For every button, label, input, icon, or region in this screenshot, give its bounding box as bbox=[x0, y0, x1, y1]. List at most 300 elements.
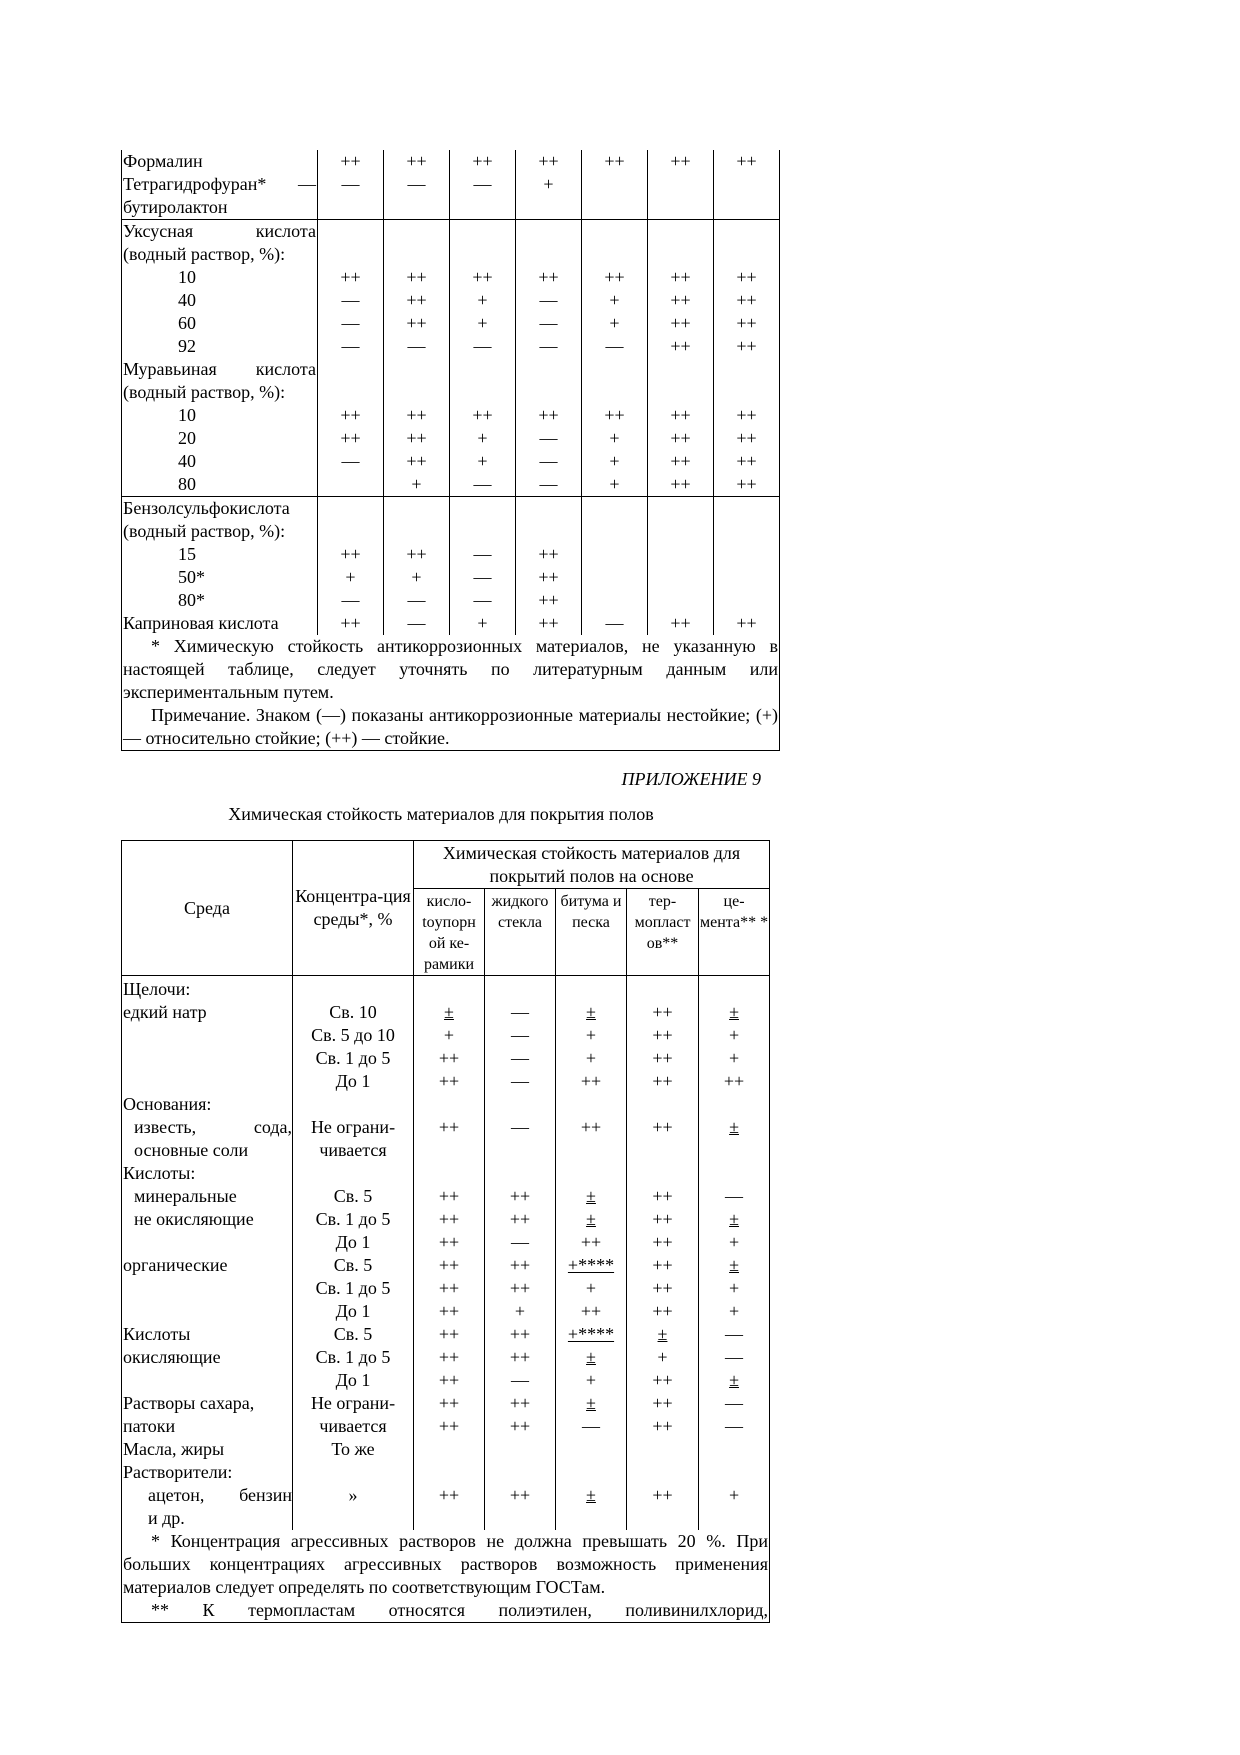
resistance-value: + bbox=[556, 1277, 627, 1300]
resistance-value bbox=[485, 1461, 556, 1484]
resistance-value: ++ bbox=[318, 150, 384, 173]
resistance-value bbox=[582, 381, 648, 404]
concentration bbox=[293, 1093, 414, 1116]
chemical-resistance-table-continued bbox=[121, 150, 780, 751]
medium-name: 10 bbox=[122, 404, 318, 427]
table-row bbox=[122, 1231, 770, 1254]
resistance-value: ++ bbox=[414, 1415, 485, 1438]
medium-name bbox=[122, 1369, 293, 1392]
resistance-value: ++ bbox=[384, 450, 450, 473]
resistance-value: ++ bbox=[516, 543, 582, 566]
concentration: Не ограни- bbox=[293, 1392, 414, 1415]
table-row bbox=[122, 1208, 770, 1231]
resistance-value bbox=[384, 196, 450, 220]
resistance-value: ± bbox=[556, 1346, 627, 1369]
note: Примечание. Знаком (—) показаны антикоррозионные материалы нестойкие; (+) — относительно стойкие; (++) — стойкие. bbox=[122, 704, 780, 751]
table-row bbox=[122, 1185, 770, 1208]
resistance-value: ++ bbox=[414, 1323, 485, 1346]
resistance-value bbox=[714, 589, 780, 612]
resistance-value: ++ bbox=[384, 289, 450, 312]
resistance-value: — bbox=[516, 289, 582, 312]
header-col-acidproof: кисло-toупорн ой ке-рамики bbox=[414, 889, 485, 976]
resistance-value: ++ bbox=[384, 427, 450, 450]
table-row bbox=[122, 427, 780, 450]
resistance-value bbox=[318, 520, 384, 543]
table-row bbox=[122, 450, 780, 473]
resistance-value: ++ bbox=[414, 1047, 485, 1070]
concentration: До 1 bbox=[293, 1070, 414, 1093]
resistance-value: + bbox=[450, 289, 516, 312]
resistance-value bbox=[556, 1162, 627, 1185]
resistance-value: ++ bbox=[627, 1369, 699, 1392]
medium-name: Уксусная кислота bbox=[123, 221, 316, 241]
resistance-value: + bbox=[556, 1369, 627, 1392]
resistance-value: +**** bbox=[556, 1323, 627, 1346]
resistance-value bbox=[318, 243, 384, 266]
resistance-value bbox=[648, 566, 714, 589]
resistance-value bbox=[450, 520, 516, 543]
table-row bbox=[122, 1047, 770, 1070]
resistance-value bbox=[582, 520, 648, 543]
resistance-value bbox=[485, 1438, 556, 1461]
resistance-value: ++ bbox=[516, 150, 582, 173]
resistance-value: ++ bbox=[714, 150, 780, 173]
concentration: Св. 5 bbox=[293, 1254, 414, 1277]
medium-name: ацетон, бензин bbox=[122, 1484, 293, 1507]
resistance-value: ± bbox=[556, 1392, 627, 1415]
resistance-value: ++ bbox=[414, 1369, 485, 1392]
medium-name: Кислоты: bbox=[122, 1162, 293, 1185]
resistance-value: ++ bbox=[627, 1185, 699, 1208]
medium-name: Основания: bbox=[122, 1093, 293, 1116]
resistance-value: ++ bbox=[582, 266, 648, 289]
medium-name: Растворители: bbox=[122, 1461, 293, 1484]
table-row bbox=[122, 1093, 770, 1116]
resistance-value: — bbox=[318, 312, 384, 335]
medium-name bbox=[122, 1277, 293, 1300]
resistance-value: + bbox=[582, 450, 648, 473]
resistance-value bbox=[414, 1093, 485, 1116]
medium-name: известь, сода, bbox=[122, 1116, 293, 1139]
medium-name: 80 bbox=[122, 473, 318, 497]
resistance-value: ++ bbox=[627, 1024, 699, 1047]
concentration: Св. 1 до 5 bbox=[293, 1346, 414, 1369]
resistance-value: +**** bbox=[556, 1254, 627, 1277]
medium-name: Каприновая кислота bbox=[122, 612, 318, 635]
resistance-value bbox=[648, 497, 714, 521]
resistance-value: ++ bbox=[414, 1254, 485, 1277]
resistance-value: — bbox=[450, 543, 516, 566]
resistance-value: ++ bbox=[318, 404, 384, 427]
resistance-value: ++ bbox=[714, 427, 780, 450]
resistance-value: ++ bbox=[414, 1070, 485, 1093]
table-row bbox=[122, 473, 780, 497]
resistance-value bbox=[582, 358, 648, 381]
resistance-value bbox=[318, 196, 384, 220]
resistance-value bbox=[714, 358, 780, 381]
table-row bbox=[122, 1070, 770, 1093]
resistance-value: — bbox=[485, 1231, 556, 1254]
resistance-value: ++ bbox=[485, 1254, 556, 1277]
resistance-value: ++ bbox=[414, 1208, 485, 1231]
resistance-value bbox=[450, 497, 516, 521]
resistance-value: ++ bbox=[627, 1392, 699, 1415]
table-row bbox=[122, 220, 780, 244]
resistance-value: ++ bbox=[384, 266, 450, 289]
resistance-value: + bbox=[485, 1300, 556, 1323]
medium-name: (водный раствор, %): bbox=[122, 520, 318, 543]
resistance-value: ± bbox=[699, 1369, 770, 1392]
resistance-value bbox=[318, 358, 384, 381]
resistance-value bbox=[414, 1438, 485, 1461]
resistance-value: + bbox=[699, 1277, 770, 1300]
resistance-value bbox=[648, 173, 714, 196]
resistance-value: ++ bbox=[414, 1185, 485, 1208]
concentration bbox=[293, 1461, 414, 1484]
table-row bbox=[122, 1001, 770, 1024]
concentration: Св. 5 bbox=[293, 1185, 414, 1208]
resistance-value bbox=[516, 520, 582, 543]
resistance-value: ++ bbox=[450, 150, 516, 173]
medium-name: 10 bbox=[122, 266, 318, 289]
header-col-liquid-glass: жидкого стекла bbox=[485, 889, 556, 976]
resistance-value: ++ bbox=[627, 1415, 699, 1438]
resistance-value: — bbox=[450, 335, 516, 358]
resistance-value bbox=[627, 1507, 699, 1530]
resistance-value: + bbox=[582, 289, 648, 312]
resistance-value: ++ bbox=[714, 266, 780, 289]
table-row bbox=[122, 1484, 770, 1507]
resistance-value: ++ bbox=[648, 612, 714, 635]
medium-name: 40 bbox=[122, 289, 318, 312]
resistance-value bbox=[384, 220, 450, 244]
medium-name bbox=[122, 1047, 293, 1070]
medium-name: минеральные bbox=[122, 1185, 293, 1208]
resistance-value bbox=[714, 381, 780, 404]
resistance-value: — bbox=[384, 612, 450, 635]
resistance-value: + bbox=[699, 1024, 770, 1047]
resistance-value: ++ bbox=[648, 312, 714, 335]
resistance-value: ++ bbox=[485, 1277, 556, 1300]
resistance-value: ++ bbox=[627, 1231, 699, 1254]
concentration: До 1 bbox=[293, 1231, 414, 1254]
resistance-value bbox=[627, 1438, 699, 1461]
table-row bbox=[122, 1277, 770, 1300]
medium-name bbox=[122, 1070, 293, 1093]
resistance-value: ++ bbox=[450, 404, 516, 427]
table-row bbox=[122, 196, 780, 220]
resistance-value: + bbox=[699, 1231, 770, 1254]
resistance-value: ++ bbox=[648, 289, 714, 312]
resistance-value: — bbox=[450, 473, 516, 497]
table-row bbox=[122, 243, 780, 266]
concentration: Св. 5 до 10 bbox=[293, 1024, 414, 1047]
resistance-value bbox=[648, 358, 714, 381]
resistance-value bbox=[516, 220, 582, 244]
resistance-value: ++ bbox=[556, 1116, 627, 1139]
resistance-value bbox=[556, 1507, 627, 1530]
resistance-value: + bbox=[699, 1300, 770, 1323]
resistance-value bbox=[414, 976, 485, 1002]
resistance-value: ++ bbox=[648, 473, 714, 497]
medium-name: Муравьиная кислота bbox=[123, 359, 316, 379]
medium-name: бутиролактон bbox=[122, 196, 318, 220]
table-row bbox=[122, 543, 780, 566]
resistance-value bbox=[556, 1461, 627, 1484]
resistance-value: ++ bbox=[714, 335, 780, 358]
resistance-value bbox=[414, 1139, 485, 1162]
concentration: чивается bbox=[293, 1139, 414, 1162]
table-row bbox=[122, 1392, 770, 1415]
resistance-value: ++ bbox=[384, 404, 450, 427]
medium-name: (водный раствор, %): bbox=[122, 243, 318, 266]
resistance-value: ++ bbox=[582, 150, 648, 173]
table-row bbox=[122, 381, 780, 404]
table-row bbox=[122, 1024, 770, 1047]
resistance-value bbox=[450, 381, 516, 404]
resistance-value bbox=[699, 1162, 770, 1185]
footnote-2: ** К термопластам относятся полиэтилен, поливинилхлорид, bbox=[122, 1599, 770, 1623]
resistance-value: ++ bbox=[318, 612, 384, 635]
medium-name: Формалин bbox=[122, 150, 318, 173]
resistance-value: ++ bbox=[318, 266, 384, 289]
concentration: Св. 1 до 5 bbox=[293, 1047, 414, 1070]
resistance-value: ++ bbox=[714, 289, 780, 312]
table-row bbox=[122, 1507, 770, 1530]
resistance-value bbox=[648, 381, 714, 404]
medium-name: патоки bbox=[122, 1415, 293, 1438]
medium-name: 80* bbox=[122, 589, 318, 612]
resistance-value bbox=[648, 589, 714, 612]
resistance-value: ++ bbox=[648, 335, 714, 358]
table-row bbox=[122, 589, 780, 612]
header-col-bitumen: битума и песка bbox=[556, 889, 627, 976]
resistance-value: ++ bbox=[648, 150, 714, 173]
resistance-value bbox=[714, 566, 780, 589]
resistance-value: — bbox=[556, 1415, 627, 1438]
resistance-value: + bbox=[414, 1024, 485, 1047]
resistance-value: ++ bbox=[485, 1484, 556, 1507]
table-row bbox=[122, 612, 780, 635]
resistance-value: ++ bbox=[556, 1300, 627, 1323]
table-row bbox=[122, 976, 770, 1002]
resistance-value: + bbox=[384, 473, 450, 497]
resistance-value bbox=[384, 243, 450, 266]
resistance-value: — bbox=[485, 1001, 556, 1024]
resistance-value: ± bbox=[699, 1254, 770, 1277]
resistance-value bbox=[556, 976, 627, 1002]
table-row bbox=[122, 1139, 770, 1162]
resistance-value: — bbox=[318, 450, 384, 473]
resistance-value: ++ bbox=[384, 312, 450, 335]
resistance-value: ++ bbox=[627, 1484, 699, 1507]
resistance-value: ± bbox=[556, 1484, 627, 1507]
footnote-1: * Концентрация агрессивных растворов не должна превышать 20 %. При больших концентрациях агрессивных растворов возможность применения материалов следует определять по соответствующим ГОСТам. bbox=[123, 1531, 769, 1597]
table-row bbox=[122, 1300, 770, 1323]
medium-name: (водный раствор, %): bbox=[122, 381, 318, 404]
table-title: Химическая стойкость материалов для покрытия полов bbox=[228, 804, 654, 824]
medium-name bbox=[122, 1300, 293, 1323]
table-row bbox=[122, 289, 780, 312]
resistance-value: ± bbox=[556, 1208, 627, 1231]
medium-name bbox=[122, 1231, 293, 1254]
resistance-value bbox=[414, 1507, 485, 1530]
medium-name: Бензолсульфокислота bbox=[122, 497, 318, 521]
concentration: Не ограни- bbox=[293, 1116, 414, 1139]
resistance-value bbox=[714, 220, 780, 244]
header-medium: Среда bbox=[122, 841, 293, 976]
resistance-value: — bbox=[318, 173, 384, 196]
resistance-value: — bbox=[516, 427, 582, 450]
concentration: До 1 bbox=[293, 1369, 414, 1392]
resistance-value bbox=[384, 497, 450, 521]
resistance-value bbox=[627, 1093, 699, 1116]
resistance-value bbox=[699, 1093, 770, 1116]
resistance-value: + bbox=[450, 312, 516, 335]
resistance-value: ++ bbox=[318, 543, 384, 566]
resistance-value: ++ bbox=[414, 1231, 485, 1254]
resistance-value: ++ bbox=[485, 1208, 556, 1231]
resistance-value: ++ bbox=[450, 266, 516, 289]
medium-name bbox=[122, 1024, 293, 1047]
table-row bbox=[122, 404, 780, 427]
resistance-value: ++ bbox=[714, 473, 780, 497]
resistance-value bbox=[648, 220, 714, 244]
resistance-value: — bbox=[699, 1415, 770, 1438]
resistance-value: ++ bbox=[414, 1346, 485, 1369]
resistance-value: + bbox=[318, 566, 384, 589]
resistance-value bbox=[318, 473, 384, 497]
resistance-value: + bbox=[450, 612, 516, 635]
resistance-value: ++ bbox=[414, 1277, 485, 1300]
resistance-value bbox=[582, 243, 648, 266]
resistance-value bbox=[699, 1507, 770, 1530]
resistance-value: ++ bbox=[627, 1300, 699, 1323]
resistance-value bbox=[516, 358, 582, 381]
table-row bbox=[122, 1254, 770, 1277]
resistance-value: ++ bbox=[485, 1392, 556, 1415]
resistance-value bbox=[648, 520, 714, 543]
resistance-value bbox=[582, 173, 648, 196]
resistance-value bbox=[516, 381, 582, 404]
resistance-value bbox=[450, 220, 516, 244]
resistance-value: + bbox=[627, 1346, 699, 1369]
resistance-value: ++ bbox=[414, 1484, 485, 1507]
resistance-value bbox=[627, 976, 699, 1002]
resistance-value: — bbox=[485, 1369, 556, 1392]
resistance-value: — bbox=[516, 473, 582, 497]
medium-name: 60 bbox=[122, 312, 318, 335]
medium-name: Тетрагидрофуран* — bbox=[123, 174, 316, 194]
resistance-value: ++ bbox=[516, 266, 582, 289]
table-row bbox=[122, 150, 780, 173]
resistance-value: — bbox=[582, 335, 648, 358]
resistance-value bbox=[627, 1139, 699, 1162]
resistance-value bbox=[714, 497, 780, 521]
resistance-value bbox=[714, 173, 780, 196]
resistance-value: — bbox=[699, 1346, 770, 1369]
resistance-value: ++ bbox=[414, 1392, 485, 1415]
resistance-value: + bbox=[699, 1047, 770, 1070]
resistance-value: ± bbox=[556, 1001, 627, 1024]
resistance-value: — bbox=[318, 589, 384, 612]
concentration: Св. 10 bbox=[293, 1001, 414, 1024]
resistance-value: — bbox=[485, 1116, 556, 1139]
resistance-value: ± bbox=[699, 1208, 770, 1231]
concentration: Св. 5 bbox=[293, 1323, 414, 1346]
resistance-value bbox=[714, 543, 780, 566]
resistance-value: ++ bbox=[318, 427, 384, 450]
resistance-value bbox=[516, 497, 582, 521]
medium-name: 40 bbox=[122, 450, 318, 473]
resistance-value: — bbox=[450, 589, 516, 612]
header-concentration: Концентра-ция среды*, % bbox=[293, 841, 414, 976]
medium-name: основные соли bbox=[122, 1139, 293, 1162]
resistance-value: ± bbox=[556, 1185, 627, 1208]
resistance-value bbox=[556, 1139, 627, 1162]
resistance-value bbox=[582, 220, 648, 244]
resistance-value bbox=[450, 243, 516, 266]
concentration bbox=[293, 1507, 414, 1530]
resistance-value: — bbox=[318, 335, 384, 358]
resistance-value bbox=[384, 381, 450, 404]
table-row bbox=[122, 497, 780, 521]
table-row bbox=[122, 1162, 770, 1185]
resistance-value: — bbox=[699, 1185, 770, 1208]
resistance-value: — bbox=[699, 1392, 770, 1415]
resistance-value bbox=[516, 196, 582, 220]
resistance-value bbox=[450, 358, 516, 381]
medium-name: 92 bbox=[122, 335, 318, 358]
resistance-value bbox=[318, 220, 384, 244]
medium-name: Масла, жиры bbox=[122, 1438, 293, 1461]
resistance-value: — bbox=[485, 1047, 556, 1070]
concentration: Св. 1 до 5 bbox=[293, 1208, 414, 1231]
resistance-value: — bbox=[450, 566, 516, 589]
resistance-value bbox=[648, 196, 714, 220]
resistance-value: ++ bbox=[516, 589, 582, 612]
resistance-value bbox=[485, 1507, 556, 1530]
table-row bbox=[122, 1438, 770, 1461]
concentration: » bbox=[293, 1484, 414, 1507]
resistance-value: ++ bbox=[714, 312, 780, 335]
resistance-value: ++ bbox=[627, 1277, 699, 1300]
resistance-value bbox=[516, 243, 582, 266]
medium-name: 20 bbox=[122, 427, 318, 450]
resistance-value: ++ bbox=[485, 1415, 556, 1438]
resistance-value bbox=[318, 497, 384, 521]
resistance-value bbox=[485, 1162, 556, 1185]
medium-name: Кислоты bbox=[122, 1323, 293, 1346]
resistance-value bbox=[582, 543, 648, 566]
concentration bbox=[293, 976, 414, 1002]
resistance-value: — bbox=[485, 1024, 556, 1047]
table-row bbox=[122, 520, 780, 543]
resistance-value: ++ bbox=[627, 1070, 699, 1093]
resistance-value bbox=[648, 243, 714, 266]
resistance-value: — bbox=[582, 612, 648, 635]
table-row bbox=[122, 1346, 770, 1369]
resistance-value bbox=[485, 1093, 556, 1116]
resistance-value: ++ bbox=[627, 1047, 699, 1070]
resistance-value: — bbox=[318, 289, 384, 312]
resistance-value bbox=[699, 976, 770, 1002]
table-row bbox=[122, 1461, 770, 1484]
resistance-value: — bbox=[516, 335, 582, 358]
resistance-value: + bbox=[699, 1484, 770, 1507]
resistance-value bbox=[582, 497, 648, 521]
resistance-value bbox=[582, 589, 648, 612]
